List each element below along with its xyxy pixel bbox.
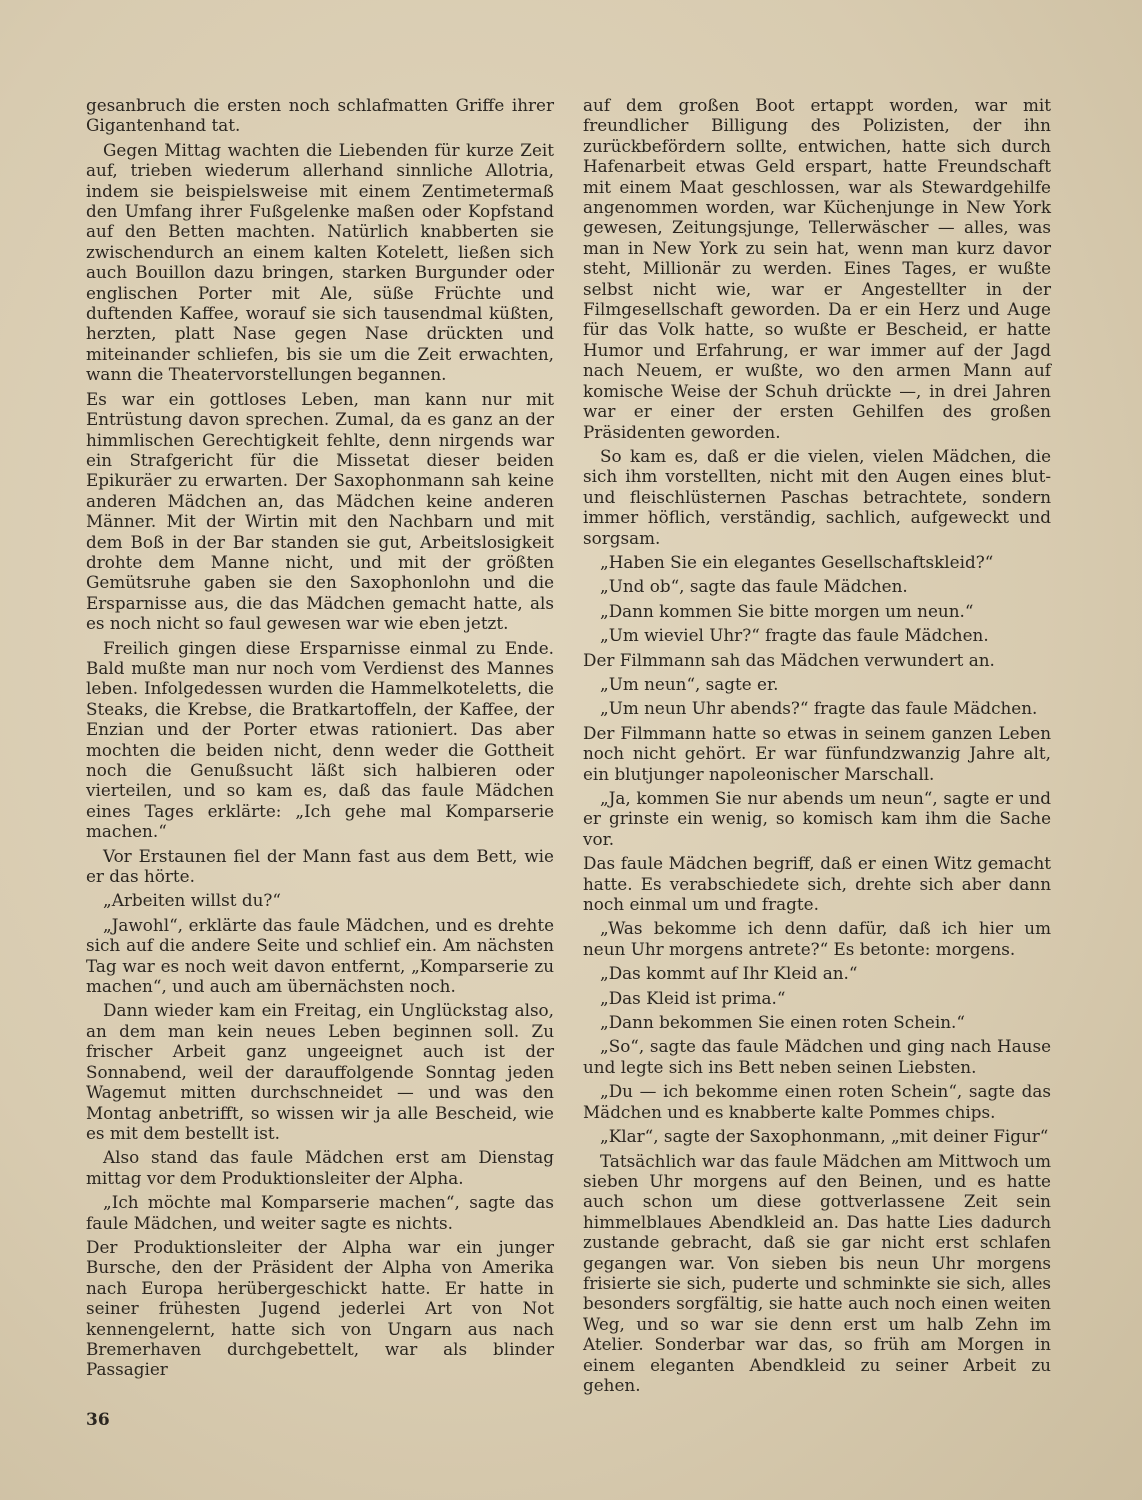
paragraph: „Um wieviel Uhr?“ fragte das faule Mädchen. [600,625,989,646]
paragraph: „Dann kommen Sie bitte morgen um neun.“ [600,600,974,621]
paragraph: „Arbeiten willst du?“ [103,890,281,911]
paragraph: Das faule Mädchen begriff, daß er einen Witz gemacht hatte. Es verabschiedete sich, drehte sich aber dann noch einmal um und fragte. [583,853,1051,915]
paragraph: „Dann bekommen Sie einen roten Schein.“ [600,1012,965,1033]
paragraph: Der Filmmann hatte so etwas in seinem ganzen Leben noch nicht gehört. Er war fünfundzwanzig Jahre alt, ein blutjunger napoleonischer Marschall. [583,722,1051,784]
paragraph: „Und ob“, sagte das faule Mädchen. [600,576,908,597]
paragraph: „Was bekomme ich denn dafür, daß ich hier um neun Uhr morgens antrete?“ Es betonte: morgens. [583,918,1051,959]
paragraph: So kam es, daß er die vielen, vielen Mädchen, die sich ihm vorstellten, nicht mit den Augen eines blut- und fleischlüsternen Paschas betrachtete, sondern immer höflich, verständig, sachlich, aufgeweckt und sorgsam. [583,445,1051,548]
paragraph: „Klar“, sagte der Saxophonmann, „mit deiner Figur“ [600,1126,1049,1147]
paragraph: „Ich möchte mal Komparserie machen“, sagte das faule Mädchen, und weiter sagte es nichts. [86,1192,554,1233]
paragraph: Der Filmmann sah das Mädchen verwundert an. [583,649,995,670]
paragraph: „Haben Sie ein elegantes Gesellschaftskleid?“ [600,551,994,572]
page-number: 36 [86,1410,110,1430]
paragraph: Also stand das faule Mädchen erst am Dienstag mittag vor dem Produktionsleiter der Alpha. [86,1147,554,1188]
paragraph: „Das Kleid ist prima.“ [600,987,786,1008]
paragraph: Gegen Mittag wachten die Liebenden für kurze Zeit auf, trieben wiederum allerhand sinnliche Allotria, indem sie beispielsweise mit einem Zentimetermaß den Umfang ihrer Fußgelenke maßen oder Kopfstand auf den Betten machten. Natürlich knabberten sie zwischendurch an einem kalten Kotelett, ließen sich auch Bouillon dazu bringen, starken Burgunder oder englischen Porter mit Ale, süße Früchte und duftenden Kaffee, worauf sie sich tausendmal küßten, herzten, platt Nase gegen Nase drückten und miteinander schliefen, bis sie um die Zeit erwachten, wann die Theatervorstellungen begannen. [86,139,554,385]
paragraph: „Ja, kommen Sie nur abends um neun“, sagte er und er grinste ein wenig, so komisch kam ihm die Sache vor. [583,788,1051,849]
paragraph: Vor Erstaunen fiel der Mann fast aus dem Bett, wie er das hörte. [86,845,554,887]
paragraph: „Du — ich bekomme einen roten Schein“, sagte das Mädchen und es knabberte kalte Pommes chips. [583,1081,1051,1122]
right-column [583,95,1051,1399]
paragraph: auf dem großen Boot ertappt worden, war mit freundlicher Billigung des Polizisten, der ihn zurückbefördern sollte, entwichen, hatte sich durch Hafenarbeit etwas Geld erspart, hatte Freundschaft mit einem Maat geschlossen, war als Stewardgehilfe angenommen worden, war Küchenjunge in New York gewesen, Zeitungsjunge, Tellerwäscher — alles, was man in New York zu sein hat, wenn man kurz davor steht, Millionär zu werden. Eines Tages, er wußte selbst nicht wie, war er Angestellter in der Filmgesellschaft geworden. Da er ein Herz und Auge für das Volk hatte, so wußte er Bescheid, er hatte Humor und Erfahrung, er war immer auf der Jagd nach Neuem, er wußte, wo den armen Mann auf komische Weise der Schuh drückte —, in drei Jahren war er einer der ersten Gehilfen des großen Präsidenten geworden. [583,95,1051,442]
paragraph: Dann wieder kam ein Freitag, ein Unglückstag also, an dem man kein neues Leben beginnen soll. Zu frischer Arbeit ganz ungeeignet auch ist der Sonnabend, weil der darauffolgende Sonntag jeden Wagemut mitten durchschneidet — und was den Montag anbetrifft, so wissen wir ja alle Bescheid, wie es mit dem bestellt ist. [86,1000,554,1143]
paragraph: Es war ein gottloses Leben, man kann nur mit Entrüstung davon sprechen. Zumal, da es ganz an der himmlischen Gerechtigkeit fehlte, denn nirgends war ein Strafgericht für die Missetat dieser beiden Epikuräer zu erwarten. Der Saxophonmann sah keine anderen Mädchen an, das Mädchen keine anderen Männer. Mit der Wirtin mit den Nachbarn und mit dem Boß in der Bar standen sie gut, Arbeitslosigkeit drohte dem Manne nicht, und mit der größten Gemütsruhe gaben sie den Saxophonlohn und die Ersparnisse aus, die das Mädchen gemacht hatte, als es noch nicht so faul gewesen war wie eben jetzt. [86,388,554,634]
paragraph: Freilich gingen diese Ersparnisse einmal zu Ende. Bald mußte man nur noch vom Verdienst des Mannes leben. Infolgedessen wurden die Hammelkoteletts, die Steaks, die Krebse, die Bratkartoffeln, der Kaffee, der Enzian und der Porter etwas rationiert. Das aber mochten die beiden nicht, denn weder die Gottheit noch die Genußsucht läßt sich halbieren oder vierteilen, und so kam es, daß das faule Mädchen eines Tages erklärte: „Ich gehe mal Komparserie machen.“ [86,637,554,842]
paragraph: gesanbruch die ersten noch schlafmatten Griffe ihrer Gigantenhand tat. [86,95,554,136]
paragraph: „Jawohl“, erklärte das faule Mädchen, und es drehte sich auf die andere Seite und schlief ein. Am nächsten Tag war es noch weit davon entfernt, „Komparserie zu machen“, und auch am übernächsten noch. [86,914,554,997]
paragraph: Der Produktionsleiter der Alpha war ein junger Bursche, den der Präsident der Alpha von Amerika nach Europa herübergeschickt hatte. Er hatte in seiner frühesten Jugend jederlei Art von Not kennengelernt, hatte sich von Ungarn aus nach Bremerhaven durchgebettelt, war als blinder Passagier [86,1236,554,1380]
left-column [86,95,554,1384]
paragraph: „So“, sagte das faule Mädchen und ging nach Hause und legte sich ins Bett neben seinen Liebsten. [583,1036,1051,1077]
paragraph: „Das kommt auf Ihr Kleid an.“ [600,963,858,984]
paragraph: „Um neun“, sagte er. [600,673,779,694]
paragraph: Tatsächlich war das faule Mädchen am Mittwoch um sieben Uhr morgens auf den Beinen, und es hatte auch schon um diese gottverlassene Zeit sein himmelblaues Abendkleid an. Das hatte Lies dadurch zustande gebracht, daß sie gar nicht erst schlafen gegangen war. Von sieben bis neun Uhr morgens frisierte sie sich, puderte und schminkte sie sich, alles besonders sorgfältig, sie hatte auch noch einen weiten Weg, und so war sie denn erst um halb Zehn im Atelier. Sonderbar war das, so früh am Morgen in einem eleganten Abendkleid zu seiner Arbeit zu gehen. [583,1150,1051,1395]
paragraph: „Um neun Uhr abends?“ fragte das faule Mädchen. [600,698,1038,719]
